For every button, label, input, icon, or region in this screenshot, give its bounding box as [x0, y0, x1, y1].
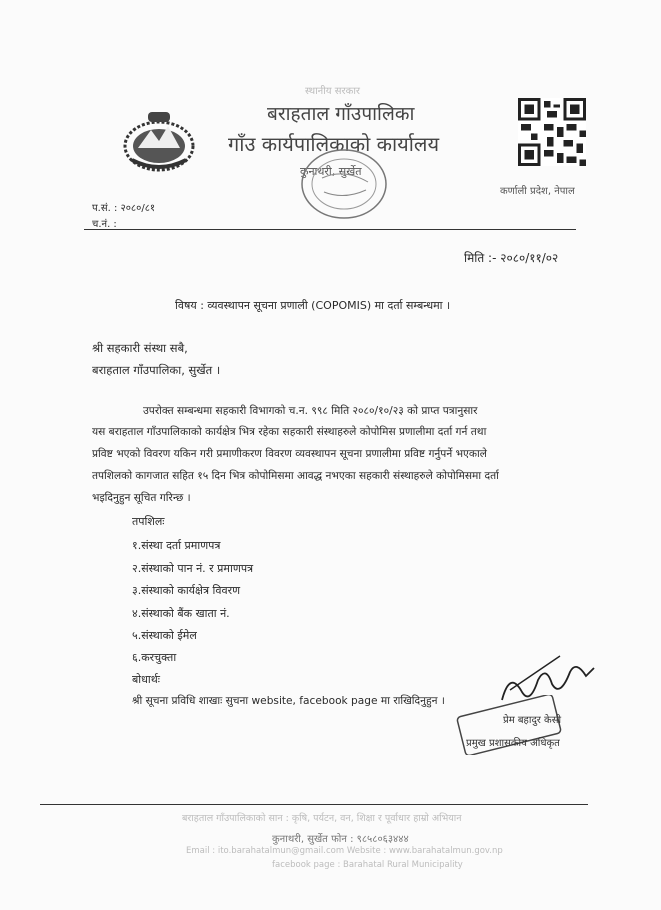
signatory-title: प्रमुख प्रशासकीय अधिकृत [466, 738, 560, 749]
subject-line: विषय : व्यवस्थापन सूचना प्रणाली (COPOMIS) मा दर्ता सम्बन्धमा । [175, 299, 451, 312]
footer-facebook: facebook page : Barahatal Rural Municipality [272, 860, 463, 870]
body-line-1: उपरोक्त सम्बन्धमा सहकारी विभागको च.न. ९९८ मिति २०८०/१०/२३ को प्राप्त पत्रानुसार [143, 405, 478, 417]
details-item: १.संस्था दर्ता प्रमाणपत्र [132, 539, 221, 552]
body-line-2: यस बराहताल गाँउपालिकाको कार्यक्षेत्र भित्र रहेका सहकारी संस्थाहरुले कोपोमिस प्रणालीमा दर्ता गर्न तथा [92, 426, 487, 438]
recipient-line-1: श्री सहकारी संस्था सबै, [92, 341, 188, 355]
details-item: ४.संस्थाको बैंक खाता नं. [132, 607, 230, 620]
details-item: ५.संस्थाको ईमेल [132, 629, 197, 642]
footer-motto: बराहताल गाँउपालिकाको सान : कृषि, पर्यटन, वन, शिक्षा र पूर्वाधार हाम्रो अभियान [182, 813, 462, 824]
cc-line: श्री सूचना प्रविधि शाखाः सुचना website, facebook page मा राखिदिनुहुन । [132, 695, 445, 707]
details-item: ३.संस्थाको कार्यक्षेत्र विवरण [132, 584, 241, 597]
body-line-5: भइदिनुहुन सूचित गरिन्छ । [92, 492, 191, 504]
qr-code [518, 98, 586, 166]
header-divider [84, 229, 576, 230]
cc-heading: बोधार्थः [132, 673, 160, 686]
footer-email-web: Email : ito.barahatalmun@gmail.com Website : www.barahatalmun.gov.np [186, 846, 503, 856]
office-name: गाँउ कार्यपालिकाको कार्यालय [228, 132, 440, 156]
footer-divider [40, 804, 588, 805]
office-place: कुनाथरी, सुर्खेत [300, 165, 362, 178]
details-item: २.संस्थाको पान नं. र प्रमाणपत्र [132, 562, 254, 575]
office-stamp [282, 138, 402, 228]
body-line-3: प्रविष्ट भएको विवरण यकिन गरी प्रमाणीकरण विवरण व्यवस्थापन सूचना प्रणालीमा प्रविष्ट गर्नुपर्ने भएकाले [92, 448, 487, 460]
reference-number: प.सं. : २०८०/८१ [92, 203, 156, 214]
letter-date: मिति :- २०८०/११/०२ [464, 251, 559, 265]
gov-line: स्थानीय सरकार [305, 86, 360, 97]
details-item: ६.करचुक्ता [132, 651, 177, 664]
nepal-emblem-logo [118, 108, 200, 174]
dispatch-number: च.नं. : [92, 219, 117, 230]
details-heading: तपशिलः [132, 515, 165, 528]
municipality-name: बराहताल गाँउपालिका [267, 103, 415, 125]
footer-phone: कुनाथरी, सुर्खेत फोन : ९८५८०६३४४४ [272, 834, 409, 845]
province: कर्णाली प्रदेश, नेपाल [500, 186, 575, 197]
recipient-line-2: बराहताल गाँउपालिका, सुर्खेत । [92, 363, 221, 377]
body-line-4: तपशिलको कागजात सहित १५ दिन भित्र कोपोमिसमा आवद्ध नभएका सहकारी संस्थाहरुले कोपोमिसमा दर्ता [92, 470, 499, 482]
signatory-name: प्रेम बहादुर केसी [503, 715, 562, 726]
